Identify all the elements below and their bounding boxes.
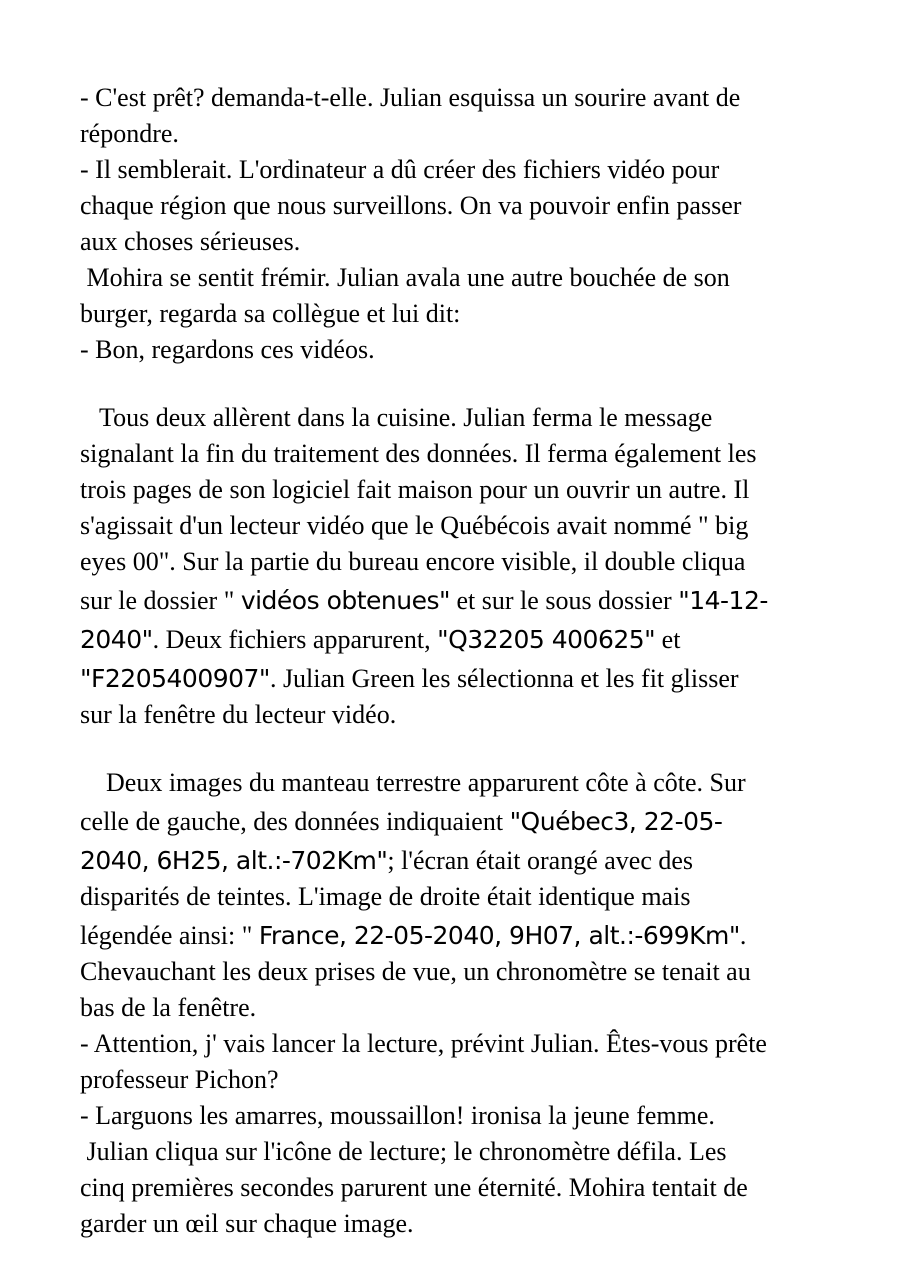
body-text: disparités de teintes. L'image de droite était identique mais	[80, 882, 691, 911]
filename-text: 2040"	[80, 625, 153, 654]
text-line	[80, 262, 870, 298]
body-text: eyes 00". Sur la partie du bureau encore visible, il double cliqua	[80, 547, 746, 576]
body-text: ; l'écran était orangé avec des	[387, 846, 694, 875]
body-text: Deux images du manteau terrestre apparurent côte à côte. Sur	[80, 768, 746, 797]
text-line	[80, 546, 870, 582]
text-line	[80, 1028, 870, 1064]
body-text: professeur Pichon?	[80, 1065, 279, 1094]
body-text: sur la fenêtre du lecteur vidéo.	[80, 700, 397, 729]
filename-text: vidéos obtenues"	[240, 586, 451, 615]
body-text: et	[655, 625, 681, 654]
body-text: - C'est prêt? demanda-t-elle. Julian esquissa un sourire avant de	[80, 83, 741, 112]
text-line	[80, 1208, 870, 1244]
text-line	[80, 842, 870, 881]
body-text: Julian cliqua sur l'icône de lecture; le chronomètre défila. Les	[80, 1137, 727, 1166]
body-text: Chevauchant les deux prises de vue, un chronomètre se tenait au	[80, 957, 751, 986]
text-line	[80, 956, 870, 992]
text-line	[80, 881, 870, 917]
text-line	[80, 1100, 870, 1136]
filename-text: 2040, 6H25, alt.:-702Km"	[80, 846, 388, 875]
filename-text: "Québec3, 22-05-	[509, 807, 723, 836]
body-text: légendée ainsi: "	[80, 921, 259, 950]
body-text: signalant la fin du traitement des données. Il ferma également les	[80, 439, 757, 468]
body-text: aux choses sérieuses.	[80, 227, 301, 256]
filename-text: France, 22-05-2040, 9H07, alt.:-699Km"	[258, 921, 740, 950]
body-text: - Larguons les amarres, moussaillon! ironisa la jeune femme.	[80, 1101, 715, 1130]
text-line	[80, 334, 870, 370]
text-line	[80, 190, 870, 226]
page-text	[80, 82, 870, 1276]
body-text: - Bon, regardons ces vidéos.	[80, 335, 375, 364]
text-line	[80, 510, 870, 546]
text-line	[80, 298, 870, 334]
text-line	[80, 154, 870, 190]
body-text: - Il semblerait. L'ordinateur a dû créer des fichiers vidéo pour	[80, 155, 720, 184]
text-line	[80, 402, 870, 438]
body-text: trois pages de son logiciel fait maison pour un ouvrir un autre. Il	[80, 475, 750, 504]
body-text: s'agissait d'un lecteur vidéo que le Québécois avait nommé " big	[80, 511, 749, 540]
body-text: garder un œil sur chaque image.	[80, 1209, 414, 1238]
filename-text: "F2205400907"	[80, 664, 270, 693]
text-line	[80, 82, 870, 118]
text-line	[80, 803, 870, 842]
text-line	[80, 992, 870, 1028]
body-text: burger, regarda sa collègue et lui dit:	[80, 299, 461, 328]
body-text: et sur le sous dossier	[450, 586, 679, 615]
paragraph	[80, 767, 870, 1244]
body-text: . Julian Green les sélectionna et les fit glisser	[269, 664, 739, 693]
text-line	[80, 767, 870, 803]
text-line	[80, 438, 870, 474]
text-line	[80, 1172, 870, 1208]
text-line	[80, 621, 870, 660]
text-line	[80, 226, 870, 262]
text-line	[80, 917, 870, 956]
body-text: . Deux fichiers apparurent,	[152, 625, 438, 654]
text-line	[80, 660, 870, 699]
filename-text: "Q32205 400625"	[437, 625, 656, 654]
filename-text: "14-12-	[678, 586, 768, 615]
paragraph	[80, 402, 870, 735]
paragraph	[80, 82, 870, 370]
body-text: Mohira se sentit frémir. Julian avala une autre bouchée de son	[80, 263, 730, 292]
text-line	[80, 118, 870, 154]
body-text: cinq premières secondes parurent une éternité. Mohira tentait de	[80, 1173, 748, 1202]
text-line	[80, 474, 870, 510]
body-text: .	[739, 921, 747, 950]
body-text: celle de gauche, des données indiquaient	[80, 807, 510, 836]
text-line	[80, 1064, 870, 1100]
text-line	[80, 582, 870, 621]
body-text: répondre.	[80, 119, 179, 148]
body-text: bas de la fenêtre.	[80, 993, 257, 1022]
text-line	[80, 1136, 870, 1172]
body-text: chaque région que nous surveillons. On va pouvoir enfin passer	[80, 191, 742, 220]
body-text: Tous deux allèrent dans la cuisine. Julian ferma le message	[80, 403, 713, 432]
body-text: - Attention, j' vais lancer la lecture, prévint Julian. Êtes-vous prête	[80, 1029, 767, 1058]
body-text: sur le dossier "	[80, 586, 241, 615]
text-line	[80, 699, 870, 735]
